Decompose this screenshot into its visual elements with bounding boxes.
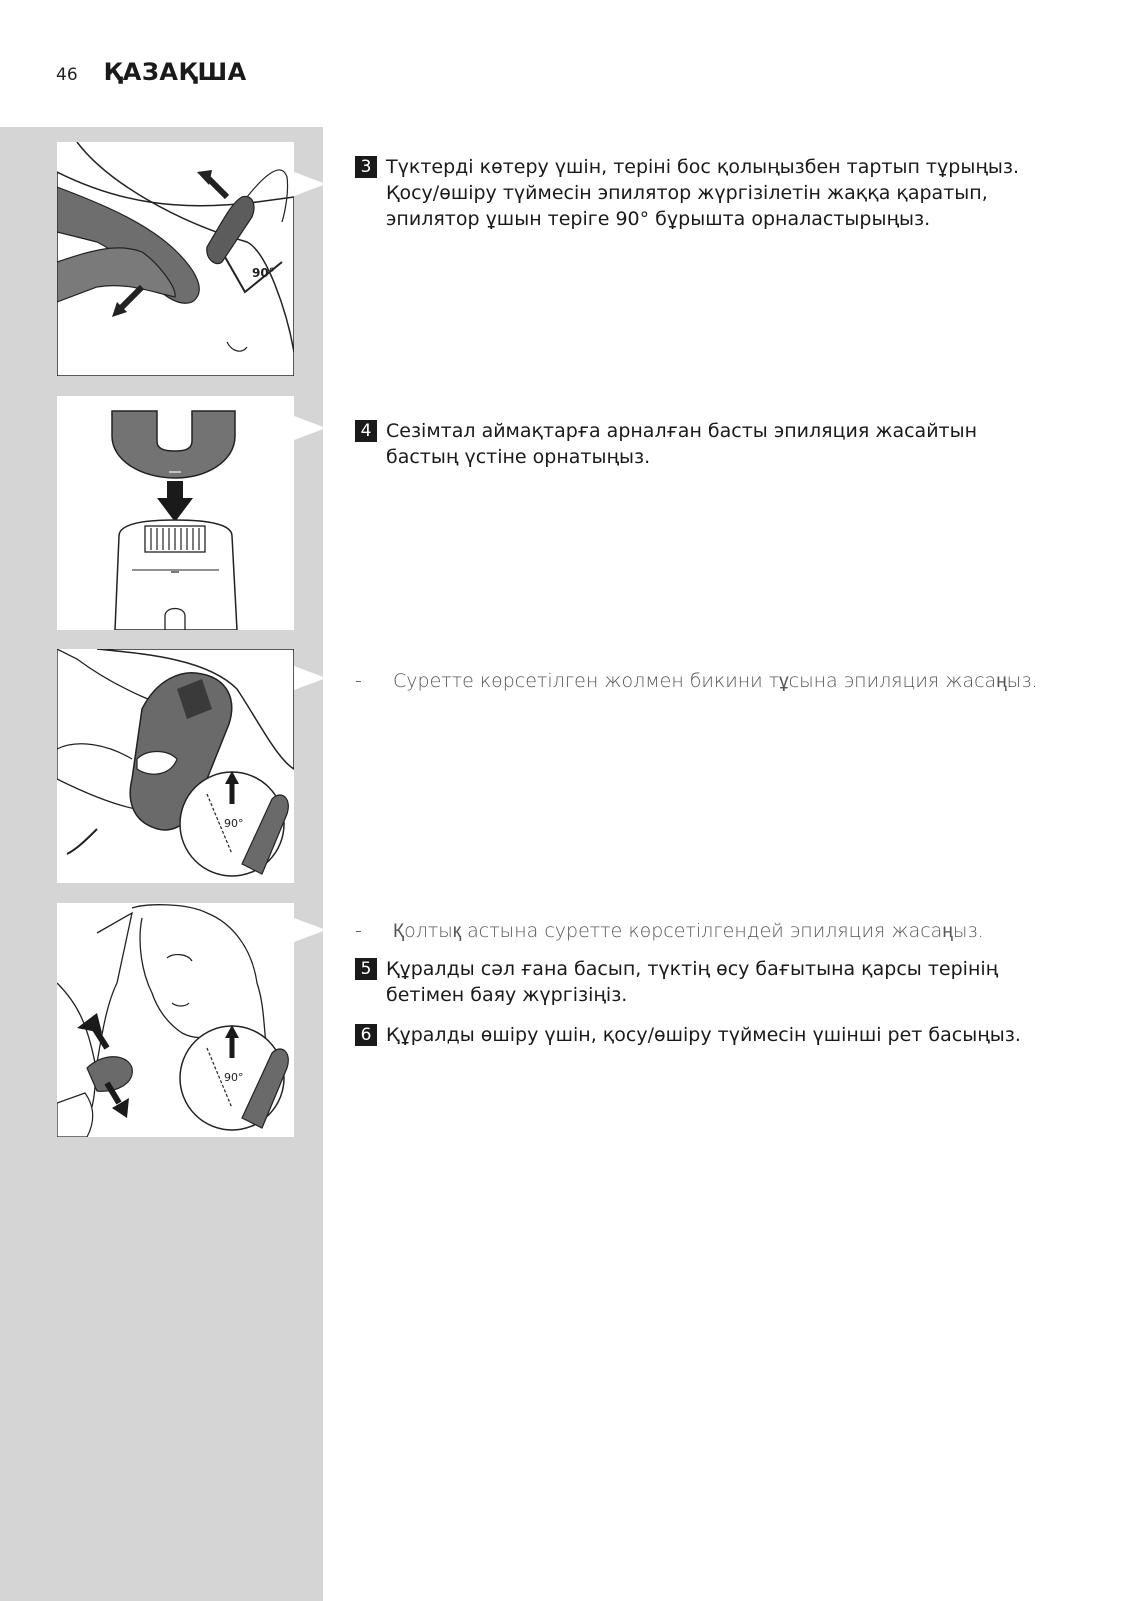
step-4 (355, 418, 1055, 470)
illustration-cap-attachment (57, 396, 294, 630)
angle-label: 90° (224, 1071, 244, 1084)
step-text: Құралды сәл ғана басып, түктің өсу бағытына қарсы терінің бетімен баяу жүргізіңіз. (386, 958, 999, 1006)
step-number: 6 (355, 1024, 377, 1046)
pointer-arrow-3 (294, 666, 326, 690)
bullet-text: Қолтық астына суретте көрсетілгендей эпиляция жасаңыз. (393, 920, 984, 942)
bikini-area-drawing (57, 649, 294, 883)
bullet-bikini (355, 668, 1055, 694)
step-6 (355, 1022, 1055, 1048)
illustration-bikini-area (57, 649, 294, 883)
step-text: Құралды өшіру үшін, қосу/өшіру түймесін үшінші рет басыңыз. (386, 1024, 1021, 1046)
angle-label: 90° (252, 266, 275, 280)
step-3 (355, 154, 1055, 232)
leg-epilation-drawing (57, 142, 294, 376)
cap-attachment-drawing (57, 396, 294, 630)
angle-label: 90° (224, 817, 244, 830)
step-5 (355, 956, 1055, 1008)
illustration-leg-epilation (57, 142, 294, 376)
bullet-text: Суретте көрсетілген жолмен бикини тұсына эпиляция жасаңыз. (393, 670, 1038, 692)
step-text: Сезімтал аймақтарға арналған басты эпиляция жасайтын бастың үстіне орнатыңыз. (386, 420, 978, 468)
step-number: 5 (355, 958, 377, 980)
bullet-dash: - (355, 670, 362, 692)
page-header (56, 58, 247, 88)
page-number: 46 (56, 65, 78, 85)
pointer-arrow-4 (294, 918, 326, 942)
pointer-arrow-2 (294, 416, 326, 440)
step-number: 4 (355, 420, 377, 442)
bullet-underarm (355, 918, 1055, 944)
page-title: ҚАЗАҚША (103, 58, 247, 86)
pointer-arrow-1 (294, 172, 326, 196)
underarm-drawing (57, 903, 294, 1137)
step-number: 3 (355, 156, 377, 178)
step-text: Түктерді көтеру үшін, теріні бос қолыңызбен тартып тұрыңыз. Қосу/өшіру түймесін эпилятор жүргізілетін жаққа қаратып, эпилятор ұшын теріге 90° бұрышта орналастырыңыз. (386, 156, 1020, 230)
bullet-dash: - (355, 920, 362, 942)
illustration-underarm (57, 903, 294, 1137)
